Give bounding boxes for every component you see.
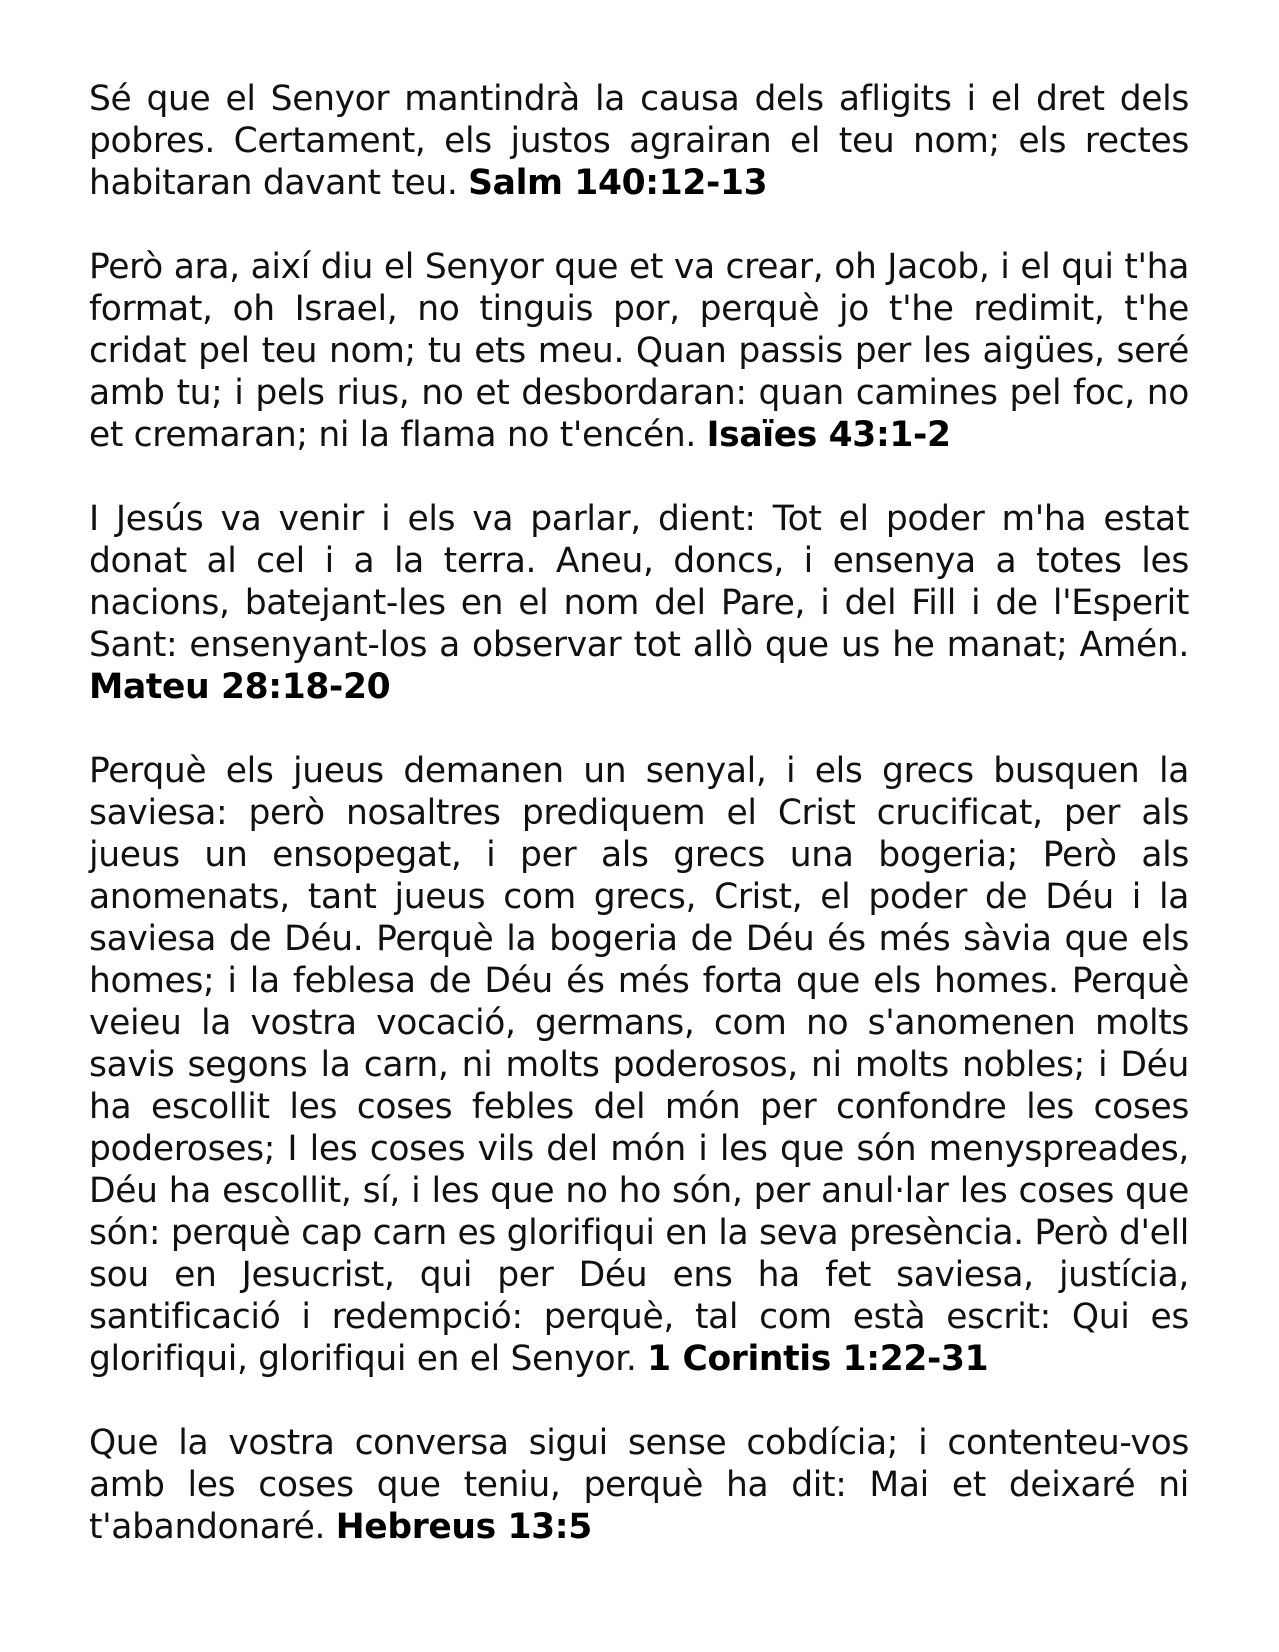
passage-reference: Salm 140:12-13 bbox=[468, 163, 768, 203]
passage-mateu-28 bbox=[89, 498, 1189, 708]
passage-reference: Mateu 28:18-20 bbox=[89, 667, 391, 707]
passage-text: Sé que el Senyor mantindrà la causa dels afligits i el dret dels pobres. Certament, els justos agrairan el teu nom; els rectes habitaran davant teu. bbox=[89, 79, 1189, 203]
passage-hebreus-13 bbox=[89, 1422, 1189, 1548]
passage-reference: Isaïes 43:1-2 bbox=[706, 415, 951, 455]
passage-text: I Jesús va venir i els va parlar, dient: Tot el poder m'ha estat donat al cel i a la terra. Aneu, doncs, i ensenya a totes les nacions, batejant-les en el nom del Pare, i del Fill i de l'Esperit Sant: ensenyant-los a observar tot allò que us he manat; Amén. bbox=[89, 499, 1189, 665]
passage-reference: Hebreus 13:5 bbox=[335, 1507, 592, 1547]
passage-salm-140 bbox=[89, 78, 1189, 204]
passage-reference: 1 Corintis 1:22-31 bbox=[647, 1339, 989, 1379]
passage-text: Perquè els jueus demanen un senyal, i els grecs busquen la saviesa: però nosaltres prediquem el Crist crucificat, per als jueus un ensopegat, i per als grecs una bogeria; Però als anomenats, tant jueus com grecs, Crist, el poder de Déu i la saviesa de Déu. Perquè la bogeria de Déu és més sàvia que els homes; i la feblesa de Déu és més forta que els homes. Perquè veieu la vostra vocació, germans, com no s'anomenen molts savis segons la carn, ni molts poderosos, ni molts nobles; i Déu ha escollit les coses febles del món per confondre les coses poderoses; I les coses vils del món i les que són menyspreades, Déu ha escollit, sí, i les que no ho són, per anul·lar les coses que són: perquè cap carn es glorifiqui en la seva presència. Però d'ell sou en Jesucrist, qui per Déu ens ha fet saviesa, justícia, santificació i redempció: perquè, tal com està escrit: Qui es glorifiqui, glorifiqui en el Senyor. bbox=[89, 751, 1189, 1379]
passage-text: Però ara, així diu el Senyor que et va crear, oh Jacob, i el qui t'ha format, oh Israel, no tinguis por, perquè jo t'he redimit, t'he cridat pel teu nom; tu ets meu. Quan passis per les aigües, seré amb tu; i pels rius, no et desbordaran: quan camines pel foc, no et cremaran; ni la flama no t'encén. bbox=[89, 247, 1189, 455]
document-page bbox=[89, 78, 1189, 1590]
passage-text: Que la vostra conversa sigui sense cobdícia; i contenteu-vos amb les coses que teniu, perquè ha dit: Mai et deixaré ni t'abandonaré. bbox=[89, 1423, 1189, 1547]
passage-isaies-43 bbox=[89, 246, 1189, 456]
passage-1-corintis-1 bbox=[89, 750, 1189, 1380]
